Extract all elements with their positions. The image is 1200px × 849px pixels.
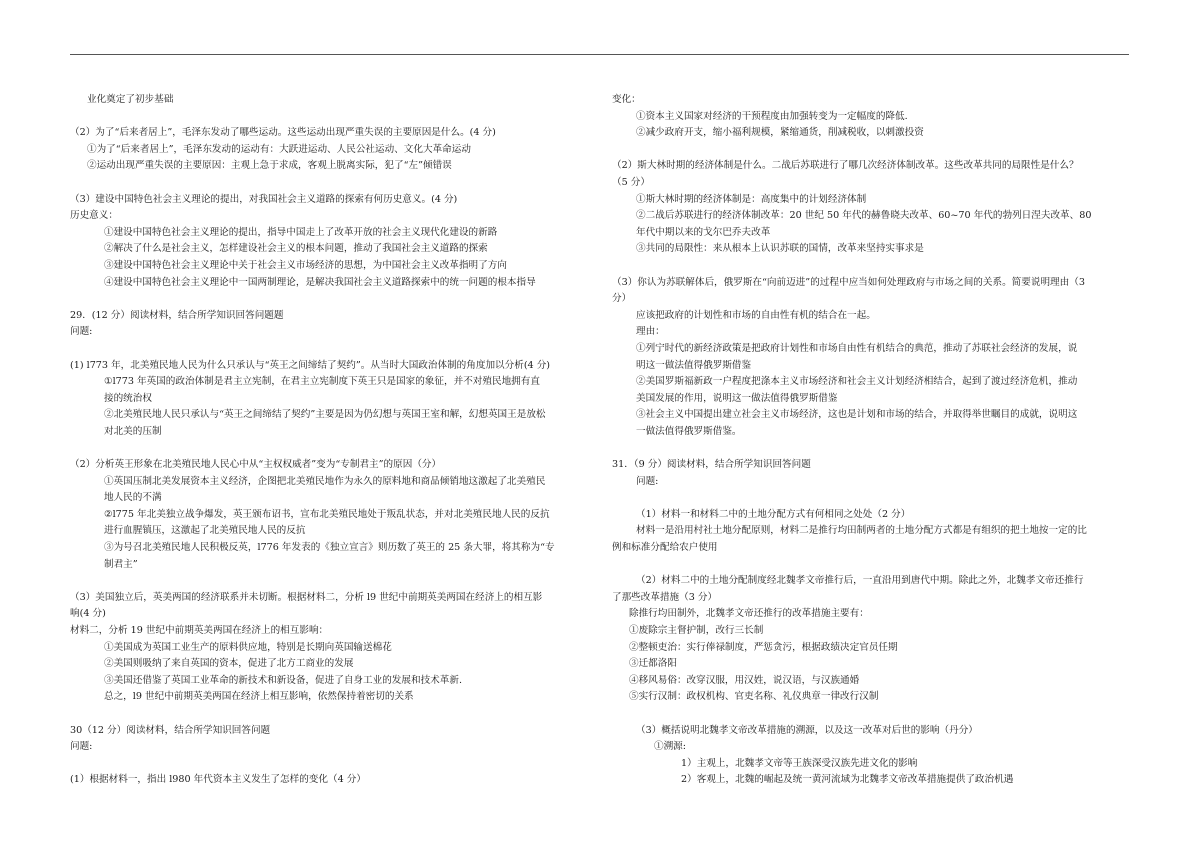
spacer	[70, 440, 600, 457]
spacer	[612, 440, 1132, 457]
left-column	[70, 92, 600, 789]
spacer	[70, 291, 600, 308]
text-line: ②整顿吏治：实行俸禄制度，严惩贪污，根据政绩决定官员任期	[629, 641, 898, 653]
text-line: 问题:	[70, 326, 93, 338]
text-line: 分）	[612, 293, 632, 305]
text-line: 了那些改革措施（3 分）	[612, 591, 718, 603]
text-line: (1) l773 年，北美殖民地人民为什么只承认与“英王之间缔结了契约”。从当时大国政治体制的角度加以分析(4 分)	[70, 359, 551, 371]
text-line: 2）客观上，北魏的崛起及统一黄河流域为北魏孝文帝改革措施提供了政治机遇	[681, 774, 1014, 786]
spacer	[612, 490, 1132, 507]
text-line: ②二战后苏联进行的经济体制改革：20 世纪 50 年代的赫鲁晓夫改革、60~70 年代的勃列日涅夫改革、80	[636, 210, 1092, 222]
text-line: ④建设中国特色社会主义理论中一国两制理论，是解决我国社会主义道路探索中的统一问题的根本指导	[104, 276, 536, 288]
text-line: ①斯大林时期的经济体制是：高度集中的计划经济体制	[636, 193, 867, 205]
text-line: （2）分析英王形象在北美殖民地人民心中从“主权权威者”变为“专制君主”的原因（分）	[70, 459, 442, 471]
text-line: 应该把政府的计划性和市场的自由性有机的结合在一起。	[636, 309, 876, 321]
text-line: ③为号召北美殖民地人民积极反英，l776 年发表的《独立宣言》则历数了英王的 25 条大罪，将其称为“专	[104, 542, 555, 554]
text-line: 明这一做法值得俄罗斯借鉴	[636, 359, 752, 371]
text-line: 材料一是沿用村社土地分配原则，材料二是推行均田制两者的土地分配方式都是有组织的把土地按一定的比	[636, 525, 1087, 537]
text-line: 一做法值得俄罗斯借鉴。	[636, 425, 742, 437]
text-line: 31．（9 分）阅读材料，结合所学知识回答问题	[612, 459, 811, 471]
text-line: ①美国成为英国工业生产的原料供应地，特别是长期向英国输送棉花	[104, 641, 392, 653]
text-line: 制君主”	[104, 558, 138, 570]
text-line: ⑤实行汉制：政权机构、官吏名称、礼仪典章一律改行汉制	[629, 691, 879, 703]
text-line: （3）概括说明北魏孝文帝改革措施的溯源，以及这一改革对后世的影响（丹分）	[636, 724, 978, 736]
text-line: 1）主观上，北魏孝文帝等王族深受汉族先进文化的影响	[681, 757, 918, 769]
text-line: 进行血腥镇压，这激起了北美殖民地人民的反抗	[104, 525, 306, 537]
text-line: 30（12 分）阅读材料，结合所学知识回答问题	[70, 724, 271, 736]
text-line: （2）斯大林时期的经济体制是什么。二战后苏联进行了哪几次经济体制改革。这些改革共同的局限性是什么？	[612, 160, 1079, 172]
text-line: ①为了“后来者居上”，毛泽东发动的运动有：大跃进运动、人民公社运动、文化大革命运动	[87, 143, 471, 155]
spacer	[70, 175, 600, 192]
text-line: 年代中期以来的戈尔巴乔夫改革	[636, 226, 771, 238]
text-line: ②北美殖民地人民只承认与“英王之间缔结了契约”主要是因为仍幻想与英国王室和解，幻想英国王是放松	[104, 409, 546, 421]
text-line: 问题:	[70, 741, 93, 753]
text-line: （2）材料二中的土地分配制度经北魏孝文帝推行后，一直沿用到唐代中期。除此之外，北魏孝文帝还推行	[636, 575, 1084, 587]
text-line: ②减少政府开支，缩小福利规模，紧缩通货，削减税收，以刺激投资	[636, 127, 924, 139]
spacer	[70, 756, 600, 773]
text-line: 例和标准分配给农户使用	[612, 542, 718, 554]
text-line: （3）美国独立后，英美两国的经济联系并未切断。根据材料二，分析 l9 世纪中前期英美两国在经济上的相互影	[70, 591, 543, 603]
spacer	[70, 706, 600, 723]
right-column	[612, 92, 1132, 789]
text-line: ①资本主义国家对经济的干预程度由加强转变为一定幅度的降低.	[636, 110, 908, 122]
text-line: （5 分）	[612, 176, 650, 188]
text-line: ①溯源:	[654, 741, 687, 753]
text-line: ③迁都洛阳	[629, 658, 677, 670]
spacer	[70, 341, 600, 358]
text-line: (1）根据材料一，指出 l980 年代资本主义发生了怎样的变化（4 分）	[70, 774, 366, 786]
text-line: 总之，l9 世纪中前期英美两国在经济上相互影响，依然保持着密切的关系	[104, 691, 414, 703]
text-line: 变化：	[612, 94, 641, 105]
spacer	[70, 109, 600, 126]
text-line: ④移风易俗：改穿汉服，用汉姓，说汉语，与汉族通婚	[629, 674, 860, 686]
spacer	[612, 557, 1132, 574]
text-line: ②解决了什么是社会主义，怎样建设社会主义的根本问题，推动了我国社会主义道路的探索	[104, 243, 488, 255]
text-line: 29．(12 分）阅读材料，结合所学知识回答问题题	[70, 309, 284, 321]
text-line: （2）为了“后来者居上”，毛泽东发动了哪些运动。这些运动出现严重失误的主要原因是什么。(4 分)	[70, 127, 496, 139]
text-line: 理由：	[636, 326, 665, 338]
text-line: （3）你认为苏联解体后，俄罗斯在“向前迈进”的过程中应当如何处理政府与市场之间的关系。简要说明理由（3	[612, 276, 1085, 288]
text-line: 对北美的压制	[104, 425, 162, 437]
spacer	[612, 706, 1132, 723]
text-line: ③共同的局限性：来从根本上认识苏联的国情，改革来坚持实事求是	[636, 243, 924, 255]
text-line: 材料二，分析 19 世纪中前期英美两国在经济上的相互影响：	[70, 625, 329, 636]
text-line: ②美国则吸纳了来自英国的资本，促进了北方工商业的发展	[104, 658, 354, 670]
spacer	[612, 258, 1132, 275]
text-line: ②l775 年北美独立战争爆发，英王颁布诏书，宣布北美殖民地处于叛乱状态，并对北美殖民地人民的反抗	[104, 508, 550, 520]
text-line: ①列宁时代的新经济政策是把政府计划性和市场自由性有机结合的典范，推动了苏联社会经济的发展，说	[636, 342, 1078, 354]
text-line: ②美国罗斯福新政一户程度把涤本主义市场经济和社会主义计划经济相结合，起到了渡过经济危机，推动	[636, 376, 1078, 388]
text-line: ①l773 年英国的政治体制是君主立宪制，在君主立宪制度下英王只是国家的象征，并不对殖民地拥有直	[104, 376, 540, 388]
text-line: ①英国压制北美发展资本主义经济，企图把北美殖民地作为永久的原料地和商品倾销地这激起了北美殖民	[104, 475, 546, 487]
text-line: 问题:	[636, 475, 659, 487]
text-line: ③建设中国特色社会主义理论中关于社会主义市场经济的思想，为中国社会主义改革指明了方向	[104, 259, 507, 271]
text-line: 响(4 分)	[70, 608, 106, 620]
text-line: ③美国还借鉴了英国工业革命的新技术和新设备，促进了自身工业的发展和技术革新.	[104, 674, 463, 686]
text-line: ③社会主义中国提出建立社会主义市场经济，这也是计划和市场的结合，并取得举世瞩目的成就，说明这	[636, 409, 1078, 421]
spacer	[70, 573, 600, 590]
text-line: 历史意义：	[70, 210, 118, 222]
text-line: 接的统治权	[104, 392, 152, 404]
text-line: 美国发展的作用，说明这一做法值得俄罗斯借鉴	[636, 392, 838, 404]
text-line: （1）材料一和材料二中的土地分配方式有何相同之处处（2 分）	[636, 508, 911, 520]
text-line: 业化奠定了初步基础	[87, 94, 174, 105]
text-line: ①废除宗主督护制，改行三长制	[629, 625, 764, 636]
text-line: 除推行均田制外，北魏孝文帝还推行的改革措施主要有：	[629, 608, 869, 620]
text-line: 地人民的不满	[104, 492, 162, 504]
text-line: （3）建设中国特色社会主义理论的提出，对我国社会主义道路的探索有何历史意义。(4 分)	[70, 193, 458, 205]
text-line: ①建设中国特色社会主义理论的提出，指导中国走上了改革开放的社会主义现代化建设的新路	[104, 226, 498, 238]
spacer	[612, 142, 1132, 159]
header-rule	[70, 54, 1129, 55]
text-line: ②运动出现严重失误的主要原因：主观上急于求成，客观上脱离实际，犯了“左”倾错误	[87, 160, 452, 172]
